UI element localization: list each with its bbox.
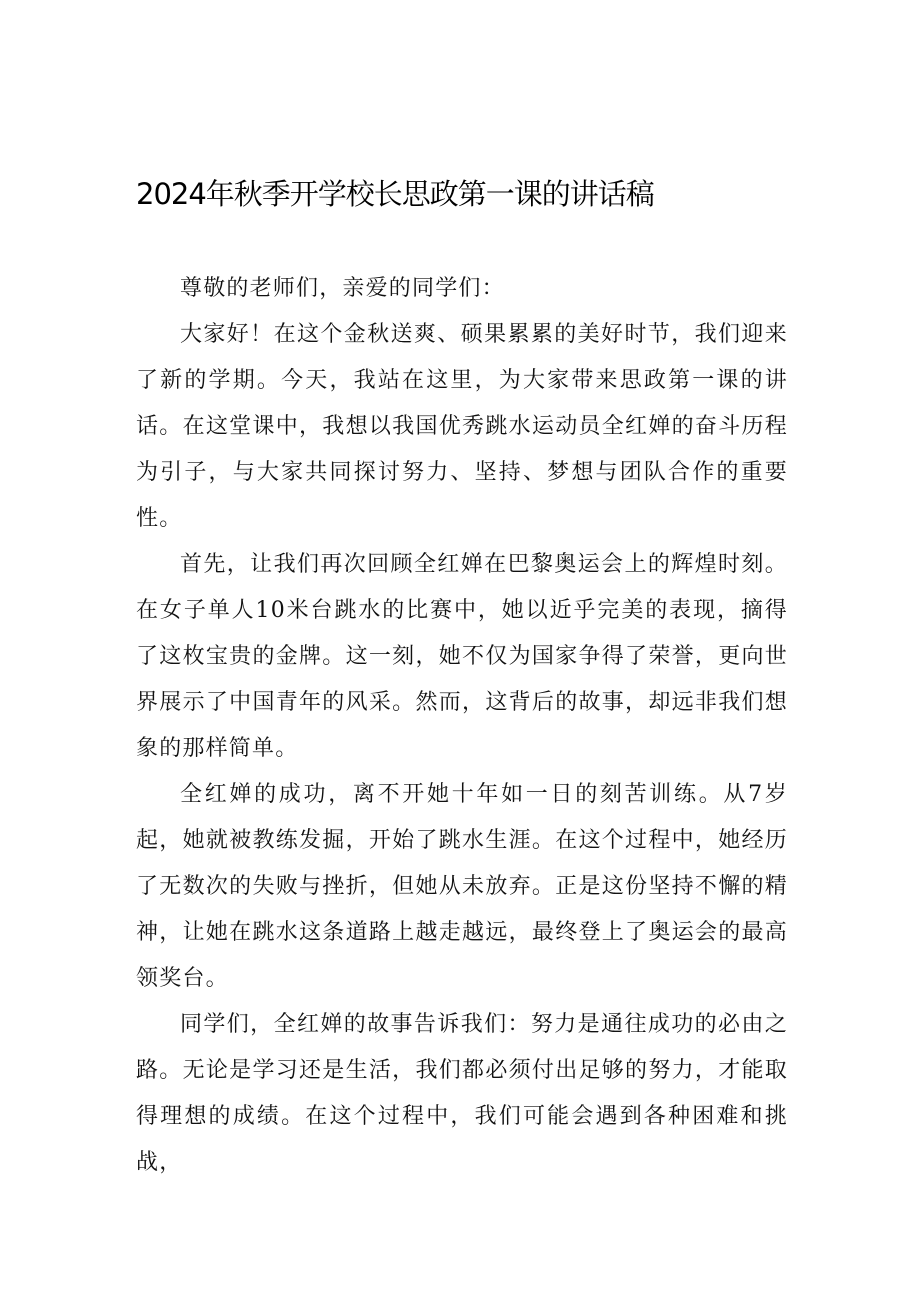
paragraph-lesson: 同学们，全红婵的故事告诉我们：努力是通往成功的必由之路。无论是学习还是生活，我们都必须付出足够的努力，才能取得理想的成绩。在这个过程中，我们可能会遇到各种困难和挑战， [136, 1012, 788, 1175]
document-title: 2024年秋季开学校长思政第一课的讲话稿 [136, 177, 654, 211]
paragraph-greeting: 大家好！在这个金秋送爽、硕果累累的美好时节，我们迎来了新的学期。今天，我站在这里，为大家带来思政第一课的讲话。在这堂课中，我想以我国优秀跳水运动员全红婵的奋斗历程为引子，与大家共同探讨努力、坚持、梦想与团队合作的重要性。 [136, 322, 788, 531]
salutation: 尊敬的老师们，亲爱的同学们： [180, 276, 505, 301]
paragraph-olympic-moment: 首先，让我们再次回顾全红婵在巴黎奥运会上的辉煌时刻。在女子单人10米台跳水的比赛中，她以近乎完美的表现，摘得了这枚宝贵的金牌。这一刻，她不仅为国家争得了荣誉，更向世界展示了中国青年的风采。然而，这背后的故事，却远非我们想象的那样简单。 [136, 552, 788, 761]
paragraph-training: 全红婵的成功，离不开她十年如一日的刻苦训练。从7岁起，她就被教练发掘，开始了跳水生涯。在这个过程中，她经历了无数次的失败与挫折，但她从未放弃。正是这份坚持不懈的精神，让她在跳水这条道路上越走越远，最终登上了奥运会的最高领奖台。 [136, 782, 788, 991]
document-body [136, 266, 788, 1186]
